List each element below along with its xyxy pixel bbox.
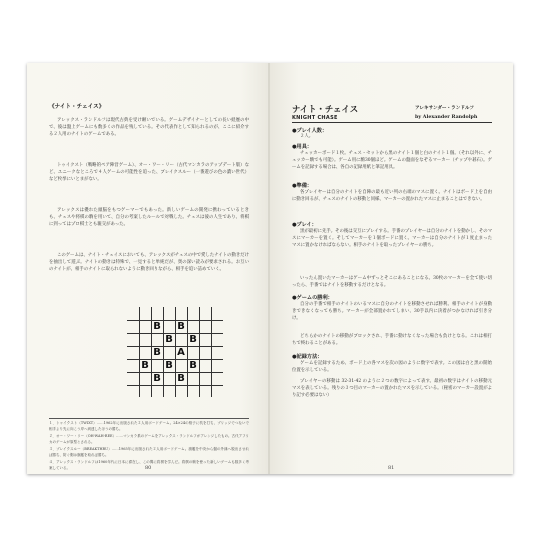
text-blocked: どちらかのナイトの移動がブロックされ、手番に動けなくなった場合も負けとなる。これは相打ちで終わることがある。 <box>292 334 492 347</box>
footnote-3: ３．ブレイクスルー（BREAKTHRU）……1965年に出版された２人用ボードゲーム。旗艦を中央から盤の外縁へ脱出させれば勝ち、防ぐ側は旗艦を取れば勝ち。 <box>49 447 249 457</box>
left-page <box>27 63 270 474</box>
board-gridline-v <box>187 307 188 397</box>
game-title-jp: ナイト・チェイス <box>292 104 359 114</box>
heading-victory: ●ゲームの勝利： <box>292 295 333 301</box>
board-piece: B <box>153 347 161 358</box>
text-notation-detail: プレイヤーの移動は 32-31-42 のように２つの数字によって表す。最初の数字はナイトの移動元マスを表している。残りの３つ目のマーカーの置かれたマスを示している。（秘密のマーカー設置がより記す必要はない） <box>292 379 492 399</box>
game-title-en: KNIGHT CHASE <box>292 115 338 121</box>
footnote-1: １．トゥイクスト（TWIXT）……1962年に出版された２人用ボードゲーム。24×24の格子に杭を打ち、ブリッジでつないで相手より先に向こう岸へ到達したほうの勝ち。 <box>49 421 249 431</box>
paragraph-1: アレックス・ランドルフは現代古典を受け継いでいる。ゲームデザイナーとしての長い経歴の中で、彼は盤上ゲームにも数多くの作品を残している。その代表作として知られるのが、ここに紹介する２人用のナイトのゲームである。 <box>49 118 249 138</box>
board-piece: B <box>177 373 185 384</box>
author-name-jp: アレキサンダー・ランドルフ <box>415 106 475 111</box>
text-players: ２人。 <box>300 134 314 139</box>
page-number-right: 81 <box>388 465 395 471</box>
board-piece: B <box>165 334 173 345</box>
board-gridline-v <box>163 307 164 397</box>
author-name-en: by Alexander Randolph <box>415 114 478 120</box>
text-markers: いったん置いたマーカーはゲーム中ずっとそこにあることになる。30枚のマーカーを全て使い切ったら、手番ではナイトを移動するだけとなる。 <box>292 276 492 289</box>
board-gridline-v <box>199 307 200 397</box>
knight-chase-board <box>127 307 223 397</box>
board-piece: A <box>177 347 185 358</box>
text-equipment: チェッカーボード１枚。チェス・セットから黒のナイト１個と白のナイト１個。（それ以外に、チェッカー駒でも可能）。ゲーム用に駒30個ほど。ゲームの盤面をなぞるマーカー（チップや碁石）。ゲームを記録する場合は、各自の記録用紙と筆記用具。 <box>292 151 492 171</box>
board-piece: B <box>153 321 161 332</box>
paragraph-3: アレックスは優れた頭脳をもつゲーマーでもあった。新しいゲームの開発に携わっているときも、チェスや将棋の駒を用いて、自分の考案したルールで対戦した。チェスは彼の人生であり、将棋に到ってはプロ棋士とも親交があった。 <box>49 208 249 228</box>
board-piece: B <box>153 373 161 384</box>
heading-notation: ●記録方法： <box>292 354 323 360</box>
text-notation: ゲームを記録するため、ボード上の各マスを次の図のように数字で表す。この図は白と黒の開始位置を示している。 <box>292 361 492 374</box>
heading-players: ●プレイ人数： <box>292 128 328 134</box>
board-piece: B <box>141 360 149 371</box>
paragraph-4: このゲームは、ナイト・チェイスにおいても、アレックスがチェスの中で愛したナイトの動きだけを抽出して遊ぶ。ナイトの動きは特殊で、一見すると単純だが、奥の深い読みが要求される。お互いのナイトが、相手のナイトに取られないように動き回りながら、相手を追い詰めていく。 <box>49 253 250 273</box>
paragraph-2: トゥイクスト（戦略的ペア陣営ゲーム）、オー・ワー・リー（古代マンカラのアップデート版）など、ユニークなところで４人ゲームの可能性を追った、ブレイクスルー（一番遊びの色の濃い世代）など枚挙にいとまがない。 <box>49 163 249 183</box>
heading-equipment: ●用具： <box>292 144 313 150</box>
board-piece: B <box>189 334 197 345</box>
text-setup: 各プレイヤーは自分のナイトを自陣の最も近い列の右端のマスに置く。ナイトはボード上を自由に動き回るが、チェスのナイトの移動と同様、マーカーの置かれたマスに止まることはできない。 <box>292 190 492 203</box>
board-gridline-v <box>139 307 140 397</box>
footnote-4: ４．アレックス・ランドルフは1960年代に日本に滞在し、この間に将棋を学んだ。将棋の駒を使った新しいゲームも数多く考案している。 <box>49 460 249 470</box>
board-piece: B <box>165 360 173 371</box>
open-book <box>27 63 513 474</box>
text-victory: 自分の手番で相手のナイトのいるマスに自分のナイトを移動させれば勝利。相手のナイトが身動きできなくなっても勝ち。マーカーが全部置かれてしまい、30手以内に決着がつかなければ引き分け。 <box>292 302 492 322</box>
board-piece: B <box>189 360 197 371</box>
footnote-2: ２．オー・ワー・リー（OH-WAH-REE）……マンカラ系のゲームをアレックス・ランドルフがアレンジしたもの。古代アフリカのゲームが原型とされる。 <box>49 434 249 444</box>
heading-setup: ●準備： <box>292 183 313 189</box>
board-piece: B <box>177 321 185 332</box>
page-number-left: 80 <box>145 465 152 471</box>
heading-play: ●プレイ： <box>292 222 317 228</box>
title-rule <box>292 122 492 123</box>
right-page <box>270 63 513 474</box>
text-play: 黒が最初に先手。その後は交互にプレイする。手番のプレイヤーは自分のナイトを動かし、そのマスにマーカーを置く。そしてマーカーを１個ボードに置く。マーカーは自分のナイトが１度止まったマスに置かなければならない。相手のナイトを取ったプレイヤーの勝ち。 <box>292 229 492 249</box>
board-gridline-v <box>211 307 212 397</box>
section-heading: 《ナイト・チェイス》 <box>49 104 105 110</box>
footnote-rule <box>49 418 249 419</box>
